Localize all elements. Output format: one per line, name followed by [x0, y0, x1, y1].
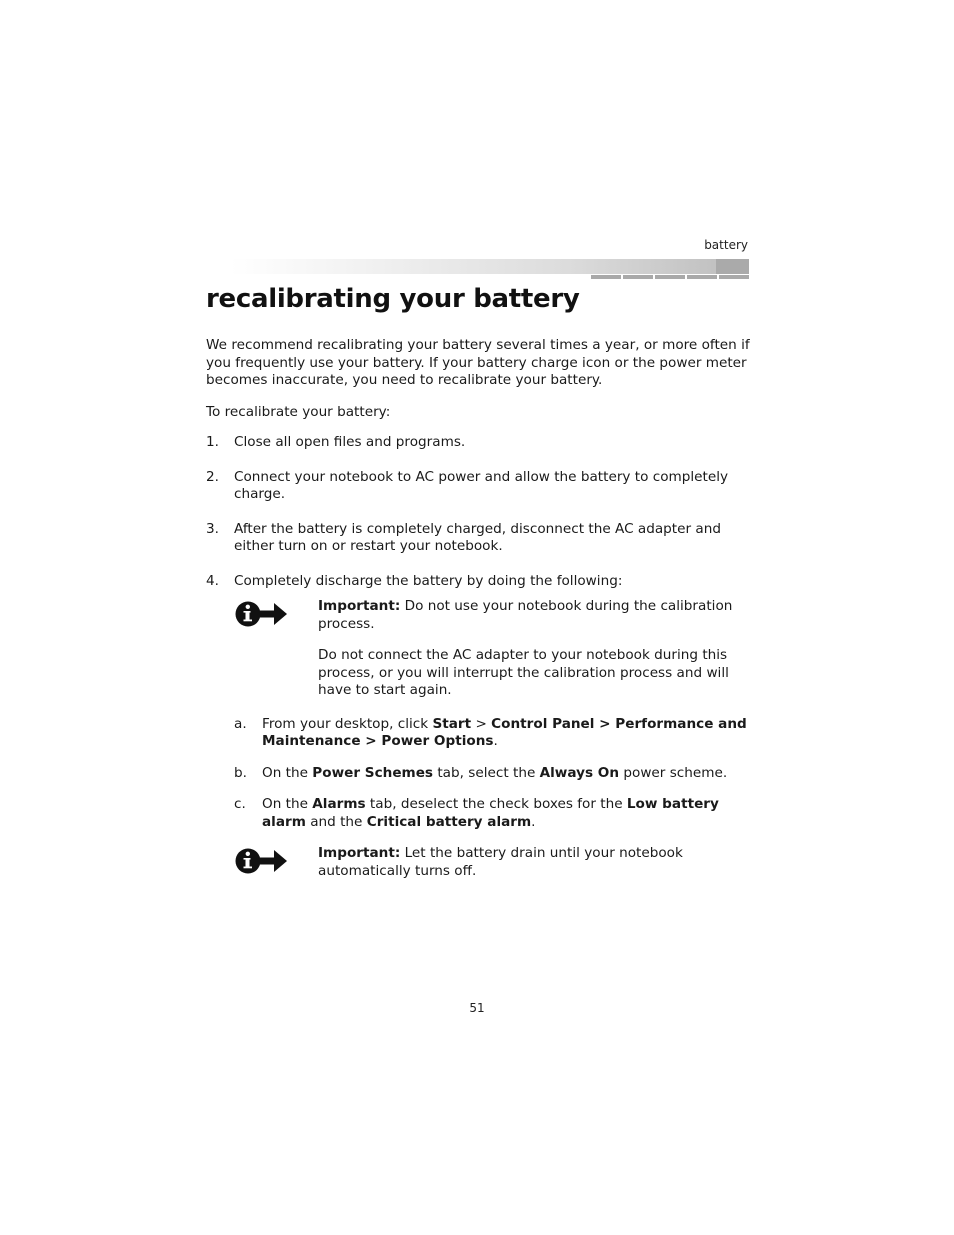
substep-text: tab, deselect the check boxes for the — [365, 796, 627, 812]
substep-text: . — [493, 733, 498, 749]
important-note — [206, 598, 751, 700]
header-tab — [591, 275, 621, 279]
header-bar-end — [716, 259, 749, 274]
alarm-name: Critical battery alarm — [366, 813, 532, 830]
step-text: After the battery is completely charged, disconnect the AC adapter and either turn on or restart your notebook. — [234, 520, 721, 554]
substep-text: and the — [305, 813, 367, 830]
step-text: Completely discharge the battery by doing the following: — [234, 572, 623, 589]
list-item — [206, 469, 751, 504]
important-label: Important: — [318, 598, 401, 614]
header-tab — [623, 275, 653, 279]
list-item — [206, 796, 751, 831]
list-item — [206, 573, 751, 881]
note-text: Let the battery drain until your notebook automatically turns off. — [318, 845, 683, 879]
substep-letter: b. — [234, 764, 247, 781]
step-number: 3. — [206, 520, 219, 537]
header-tab — [655, 275, 685, 279]
list-item — [206, 765, 751, 783]
list-item — [206, 716, 751, 751]
alarm-name: Low battery alarm — [262, 796, 719, 830]
note-text: Do not use your notebook during the calibration process. — [318, 598, 733, 632]
substep-text: On the — [262, 764, 313, 781]
page-content — [206, 337, 751, 897]
scheme-name: Always On — [539, 764, 620, 781]
header-bar — [230, 259, 749, 274]
substep-text: tab, select the — [433, 764, 540, 781]
list-item — [206, 434, 751, 452]
note-paragraph — [318, 845, 751, 880]
important-note — [206, 845, 751, 880]
menu-path-start: Start — [432, 715, 472, 732]
header-tab — [719, 275, 749, 279]
substep-text: From your desktop, click — [262, 715, 433, 732]
substep-text: . — [531, 813, 536, 830]
lead-paragraph: To recalibrate your battery: — [206, 403, 391, 420]
important-label: Important: — [318, 845, 401, 861]
step-text: Close all open files and programs. — [234, 434, 466, 450]
substep-text: power scheme. — [619, 764, 728, 781]
header-tab — [687, 275, 717, 279]
step-text: Connect your notebook to AC power and allow the battery to completely charge. — [234, 468, 729, 502]
substeps-list — [206, 716, 751, 832]
list-item — [206, 521, 751, 556]
step-number: 1. — [206, 434, 219, 450]
steps-list — [206, 434, 751, 880]
step-number: 4. — [206, 572, 219, 589]
step-number: 2. — [206, 468, 219, 485]
substep-text: > — [471, 715, 492, 732]
substep-text: On the — [262, 796, 313, 812]
tab-name: Power Schemes — [312, 764, 434, 781]
page-number: 51 — [469, 1001, 485, 1015]
note-paragraph: Do not connect the AC adapter to your notebook during this process, or you will interrupt the calibration process and will have to start again. — [318, 647, 729, 698]
tab-name: Alarms — [312, 796, 366, 812]
info-arrow-icon — [234, 598, 290, 636]
substep-letter: c. — [234, 796, 246, 812]
header-tabs — [591, 275, 749, 279]
section-label: battery — [704, 238, 748, 252]
substep-letter: a. — [234, 715, 247, 732]
menu-path: Control Panel > Performance and Maintenance > Power Options — [262, 715, 747, 749]
page-title: recalibrating your battery — [206, 284, 580, 314]
note-paragraph — [318, 598, 751, 633]
intro-paragraph: We recommend recalibrating your battery several times a year, or more often if you frequently use your battery. If your battery charge icon or the power meter becomes inaccurate, you need to recalibrate your battery. — [206, 337, 750, 388]
info-arrow-icon — [234, 845, 290, 883]
